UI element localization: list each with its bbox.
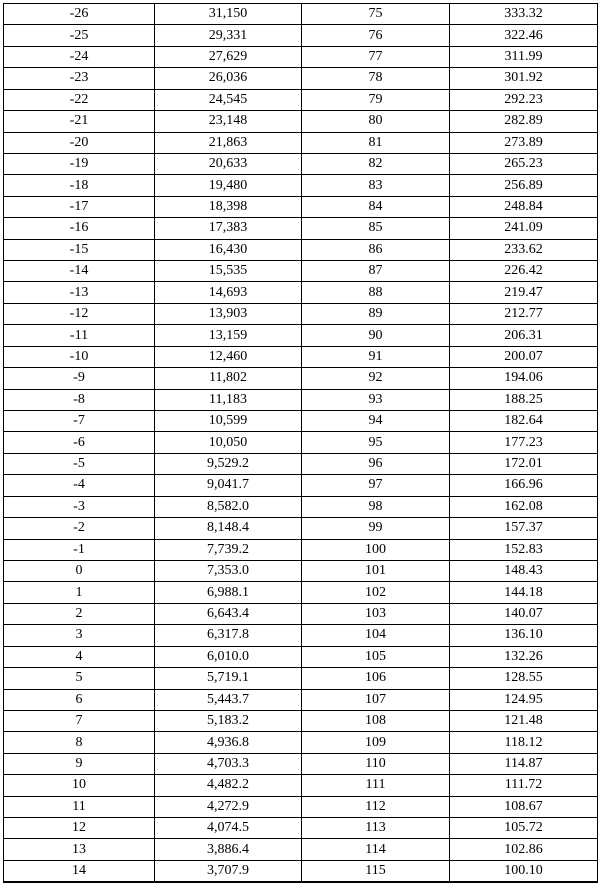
table-row: [4, 68, 598, 89]
temp-left-cell: -17: [4, 196, 155, 217]
temp-left-cell: 14: [4, 860, 155, 882]
value-left-cell: 3,707.9: [155, 860, 302, 882]
temp-left-cell: 8: [4, 732, 155, 753]
temp-left-cell: -13: [4, 282, 155, 303]
temp-right-cell: 113: [302, 818, 450, 839]
table-row: [4, 89, 598, 110]
temp-left-cell: 13: [4, 839, 155, 860]
table-row: [4, 796, 598, 817]
value-left-cell: 14,693: [155, 282, 302, 303]
temp-left-cell: -11: [4, 325, 155, 346]
table-row: [4, 196, 598, 217]
value-left-cell: 13,903: [155, 303, 302, 324]
temp-right-cell: 105: [302, 646, 450, 667]
temp-right-cell: 91: [302, 346, 450, 367]
table-row: [4, 25, 598, 46]
value-right-cell: 226.42: [450, 261, 598, 282]
value-left-cell: 4,936.8: [155, 732, 302, 753]
table-row: [4, 539, 598, 560]
temp-right-cell: 98: [302, 496, 450, 517]
temp-left-cell: 4: [4, 646, 155, 667]
temp-left-cell: -18: [4, 175, 155, 196]
value-right-cell: 282.89: [450, 111, 598, 132]
value-right-cell: 241.09: [450, 218, 598, 239]
value-left-cell: 19,480: [155, 175, 302, 196]
table-row: [4, 668, 598, 689]
temp-left-cell: -4: [4, 475, 155, 496]
temp-left-cell: -24: [4, 46, 155, 67]
table-row: [4, 453, 598, 474]
value-left-cell: 9,529.2: [155, 453, 302, 474]
value-right-cell: 200.07: [450, 346, 598, 367]
temp-right-cell: 112: [302, 796, 450, 817]
value-left-cell: 6,988.1: [155, 582, 302, 603]
table-row: [4, 839, 598, 860]
value-right-cell: 233.62: [450, 239, 598, 260]
temp-left-cell: -12: [4, 303, 155, 324]
temp-right-cell: 89: [302, 303, 450, 324]
temp-left-cell: 2: [4, 603, 155, 624]
value-left-cell: 20,633: [155, 153, 302, 174]
temp-right-cell: 93: [302, 389, 450, 410]
table-row: [4, 261, 598, 282]
value-right-cell: 128.55: [450, 668, 598, 689]
temp-left-cell: -19: [4, 153, 155, 174]
value-left-cell: 24,545: [155, 89, 302, 110]
temp-right-cell: 92: [302, 368, 450, 389]
table-row: [4, 175, 598, 196]
table-row: [4, 710, 598, 731]
temp-left-cell: 1: [4, 582, 155, 603]
value-left-cell: 7,353.0: [155, 560, 302, 581]
value-right-cell: 166.96: [450, 475, 598, 496]
temp-right-cell: 109: [302, 732, 450, 753]
value-right-cell: 114.87: [450, 753, 598, 774]
value-left-cell: 5,719.1: [155, 668, 302, 689]
table-row: [4, 218, 598, 239]
value-left-cell: 4,272.9: [155, 796, 302, 817]
temp-left-cell: 12: [4, 818, 155, 839]
table-body: [4, 4, 598, 883]
temp-right-cell: 76: [302, 25, 450, 46]
value-right-cell: 212.77: [450, 303, 598, 324]
table-row: [4, 46, 598, 67]
value-right-cell: 105.72: [450, 818, 598, 839]
temp-right-cell: 100: [302, 539, 450, 560]
value-left-cell: 18,398: [155, 196, 302, 217]
temp-right-cell: 75: [302, 4, 450, 25]
temp-right-cell: 77: [302, 46, 450, 67]
temp-right-cell: 95: [302, 432, 450, 453]
temp-left-cell: -26: [4, 4, 155, 25]
value-left-cell: 13,159: [155, 325, 302, 346]
value-right-cell: 102.86: [450, 839, 598, 860]
value-right-cell: 121.48: [450, 710, 598, 731]
value-right-cell: 292.23: [450, 89, 598, 110]
value-right-cell: 140.07: [450, 603, 598, 624]
value-right-cell: 333.32: [450, 4, 598, 25]
temp-left-cell: -8: [4, 389, 155, 410]
value-left-cell: 8,582.0: [155, 496, 302, 517]
value-right-cell: 152.83: [450, 539, 598, 560]
value-right-cell: 157.37: [450, 518, 598, 539]
value-right-cell: 177.23: [450, 432, 598, 453]
value-right-cell: 111.72: [450, 775, 598, 796]
table-row: [4, 753, 598, 774]
temp-right-cell: 102: [302, 582, 450, 603]
table-row: [4, 646, 598, 667]
temp-left-cell: -3: [4, 496, 155, 517]
temp-right-cell: 90: [302, 325, 450, 346]
value-right-cell: 136.10: [450, 625, 598, 646]
value-left-cell: 11,802: [155, 368, 302, 389]
temp-left-cell: -20: [4, 132, 155, 153]
value-left-cell: 6,317.8: [155, 625, 302, 646]
value-left-cell: 3,886.4: [155, 839, 302, 860]
value-left-cell: 16,430: [155, 239, 302, 260]
value-left-cell: 10,050: [155, 432, 302, 453]
value-right-cell: 124.95: [450, 689, 598, 710]
value-right-cell: 219.47: [450, 282, 598, 303]
temp-left-cell: -23: [4, 68, 155, 89]
table-row: [4, 860, 598, 882]
temp-right-cell: 80: [302, 111, 450, 132]
temp-left-cell: -15: [4, 239, 155, 260]
table-row: [4, 432, 598, 453]
value-right-cell: 100.10: [450, 860, 598, 882]
temp-right-cell: 99: [302, 518, 450, 539]
value-left-cell: 5,443.7: [155, 689, 302, 710]
temp-right-cell: 85: [302, 218, 450, 239]
temp-right-cell: 87: [302, 261, 450, 282]
temp-right-cell: 96: [302, 453, 450, 474]
temp-left-cell: -16: [4, 218, 155, 239]
temp-left-cell: 5: [4, 668, 155, 689]
value-right-cell: 248.84: [450, 196, 598, 217]
value-right-cell: 206.31: [450, 325, 598, 346]
temp-left-cell: 6: [4, 689, 155, 710]
value-left-cell: 11,183: [155, 389, 302, 410]
temp-right-cell: 79: [302, 89, 450, 110]
table-row: [4, 603, 598, 624]
temp-left-cell: -1: [4, 539, 155, 560]
temp-left-cell: -22: [4, 89, 155, 110]
value-left-cell: 21,863: [155, 132, 302, 153]
value-left-cell: 7,739.2: [155, 539, 302, 560]
table-row: [4, 239, 598, 260]
table-row: [4, 346, 598, 367]
table-row: [4, 303, 598, 324]
temp-left-cell: -25: [4, 25, 155, 46]
value-right-cell: 301.92: [450, 68, 598, 89]
temp-left-cell: 11: [4, 796, 155, 817]
value-left-cell: 27,629: [155, 46, 302, 67]
value-right-cell: 194.06: [450, 368, 598, 389]
table-row: [4, 4, 598, 25]
value-right-cell: 172.01: [450, 453, 598, 474]
value-left-cell: 4,703.3: [155, 753, 302, 774]
temp-left-cell: -5: [4, 453, 155, 474]
temp-left-cell: 3: [4, 625, 155, 646]
temp-left-cell: -10: [4, 346, 155, 367]
value-right-cell: 188.25: [450, 389, 598, 410]
value-right-cell: 108.67: [450, 796, 598, 817]
value-right-cell: 182.64: [450, 411, 598, 432]
table-row: [4, 132, 598, 153]
temp-right-cell: 114: [302, 839, 450, 860]
temp-right-cell: 101: [302, 560, 450, 581]
temp-left-cell: 10: [4, 775, 155, 796]
table-row: [4, 582, 598, 603]
temp-right-cell: 108: [302, 710, 450, 731]
value-left-cell: 15,535: [155, 261, 302, 282]
value-right-cell: 132.26: [450, 646, 598, 667]
value-left-cell: 17,383: [155, 218, 302, 239]
temp-left-cell: -21: [4, 111, 155, 132]
temp-right-cell: 104: [302, 625, 450, 646]
value-left-cell: 6,010.0: [155, 646, 302, 667]
value-left-cell: 6,643.4: [155, 603, 302, 624]
temp-right-cell: 83: [302, 175, 450, 196]
temp-left-cell: -9: [4, 368, 155, 389]
value-right-cell: 144.18: [450, 582, 598, 603]
table-row: [4, 325, 598, 346]
temp-right-cell: 84: [302, 196, 450, 217]
value-left-cell: 4,482.2: [155, 775, 302, 796]
value-left-cell: 23,148: [155, 111, 302, 132]
data-table: [3, 3, 598, 883]
value-right-cell: 162.08: [450, 496, 598, 517]
temp-right-cell: 97: [302, 475, 450, 496]
value-left-cell: 9,041.7: [155, 475, 302, 496]
table-row: [4, 111, 598, 132]
table-row: [4, 518, 598, 539]
temp-right-cell: 82: [302, 153, 450, 174]
value-left-cell: 8,148.4: [155, 518, 302, 539]
temp-left-cell: 0: [4, 560, 155, 581]
temp-right-cell: 81: [302, 132, 450, 153]
table-row: [4, 775, 598, 796]
temp-left-cell: -7: [4, 411, 155, 432]
value-right-cell: 118.12: [450, 732, 598, 753]
value-left-cell: 29,331: [155, 25, 302, 46]
value-right-cell: 322.46: [450, 25, 598, 46]
table-row: [4, 689, 598, 710]
temp-left-cell: -14: [4, 261, 155, 282]
temp-right-cell: 115: [302, 860, 450, 882]
value-right-cell: 256.89: [450, 175, 598, 196]
temp-right-cell: 106: [302, 668, 450, 689]
value-right-cell: 148.43: [450, 560, 598, 581]
table-row: [4, 389, 598, 410]
temp-right-cell: 110: [302, 753, 450, 774]
temp-right-cell: 107: [302, 689, 450, 710]
temp-left-cell: 9: [4, 753, 155, 774]
table-row: [4, 411, 598, 432]
temp-right-cell: 94: [302, 411, 450, 432]
value-right-cell: 311.99: [450, 46, 598, 67]
temp-right-cell: 88: [302, 282, 450, 303]
temp-right-cell: 86: [302, 239, 450, 260]
temp-right-cell: 78: [302, 68, 450, 89]
value-left-cell: 5,183.2: [155, 710, 302, 731]
value-left-cell: 31,150: [155, 4, 302, 25]
value-left-cell: 10,599: [155, 411, 302, 432]
table-row: [4, 496, 598, 517]
temp-left-cell: -6: [4, 432, 155, 453]
value-left-cell: 12,460: [155, 346, 302, 367]
temp-right-cell: 111: [302, 775, 450, 796]
value-left-cell: 26,036: [155, 68, 302, 89]
table-row: [4, 153, 598, 174]
table-row: [4, 368, 598, 389]
value-right-cell: 265.23: [450, 153, 598, 174]
temp-right-cell: 103: [302, 603, 450, 624]
table-row: [4, 732, 598, 753]
table-row: [4, 818, 598, 839]
table-row: [4, 282, 598, 303]
table-row: [4, 625, 598, 646]
table-row: [4, 475, 598, 496]
value-right-cell: 273.89: [450, 132, 598, 153]
value-left-cell: 4,074.5: [155, 818, 302, 839]
temp-left-cell: -2: [4, 518, 155, 539]
table-row: [4, 560, 598, 581]
temp-left-cell: 7: [4, 710, 155, 731]
